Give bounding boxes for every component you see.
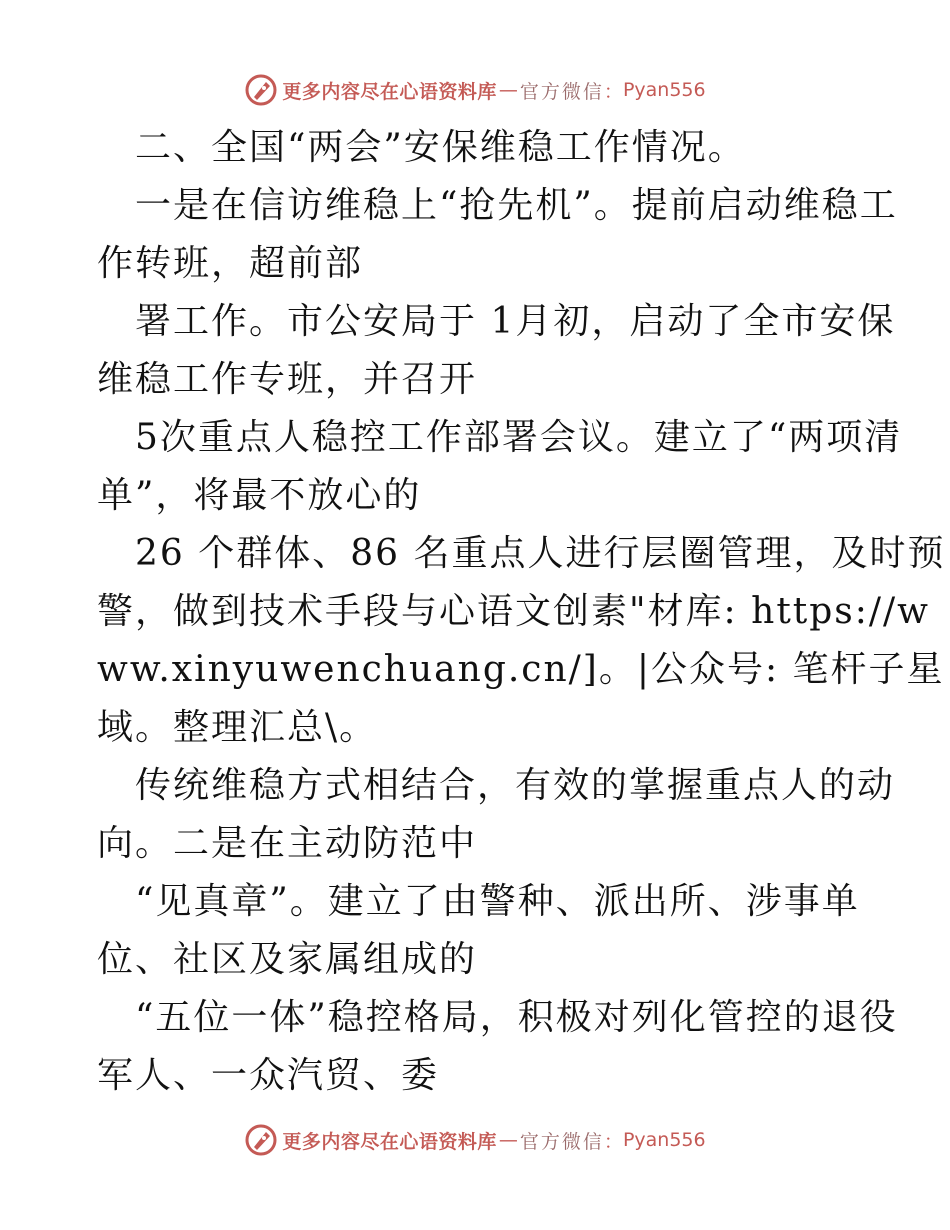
watermark-text: 更多内容尽在心语资料库 <box>282 1130 497 1153</box>
text-line: ww.xinyuwenchuang.cn/]。|公众号: 笔杆子星 <box>97 649 945 690</box>
watermark-separator: ： <box>603 80 623 103</box>
text-line: 5次重点人稳控工作部署会议。建立了“两项清 <box>135 417 903 458</box>
watermark-separator: ： <box>603 1130 623 1153</box>
watermark-dash: — <box>498 79 518 101</box>
text-line: 警，做到技术手段与心语文创素"材库: https://w <box>97 591 930 632</box>
watermark-official-label: 官方微信 <box>519 80 604 103</box>
text-line: 传统维稳方式相结合，有效的掌握重点人的动 <box>135 765 896 806</box>
text-line: 二、全国“两会”安保维稳工作情况。 <box>135 127 746 168</box>
text-line: 26 个群体、86 名重点人进行层圈管理，及时预 <box>135 533 946 574</box>
watermark-dash: — <box>498 1129 518 1151</box>
text-line: 域。整理汇总\。 <box>97 707 378 748</box>
watermark-official-label: 官方微信 <box>519 1130 604 1153</box>
watermark-wechat-id: Pyan556 <box>622 79 706 101</box>
watermark-header <box>0 70 950 110</box>
watermark-wechat-id: Pyan556 <box>622 1129 706 1151</box>
text-line: 军人、一众汽贸、委 <box>97 1055 440 1096</box>
text-line: 署工作。市公安局于 1月初，启动了全市安保 <box>135 301 896 342</box>
text-line: 单”，将最不放心的 <box>97 475 422 516</box>
text-line: “见真章”。建立了由警种、派出所、涉事单 <box>135 881 860 922</box>
text-line: “五位一体”稳控格局，积极对列化管控的退役 <box>135 997 898 1038</box>
text-line: 位、社区及家属组成的 <box>97 939 478 980</box>
text-line: 维稳工作专班，并召开 <box>97 359 478 400</box>
watermark-text: 更多内容尽在心语资料库 <box>282 80 497 103</box>
text-line: 一是在信访维稳上“抢先机”。提前启动维稳工 <box>135 185 898 226</box>
pen-nib-circle-icon <box>244 1123 278 1157</box>
watermark-footer <box>0 1120 950 1160</box>
text-line: 向。二是在主动防范中 <box>97 823 478 864</box>
pen-nib-circle-icon <box>244 73 278 107</box>
text-line: 作转班，超前部 <box>97 243 364 284</box>
